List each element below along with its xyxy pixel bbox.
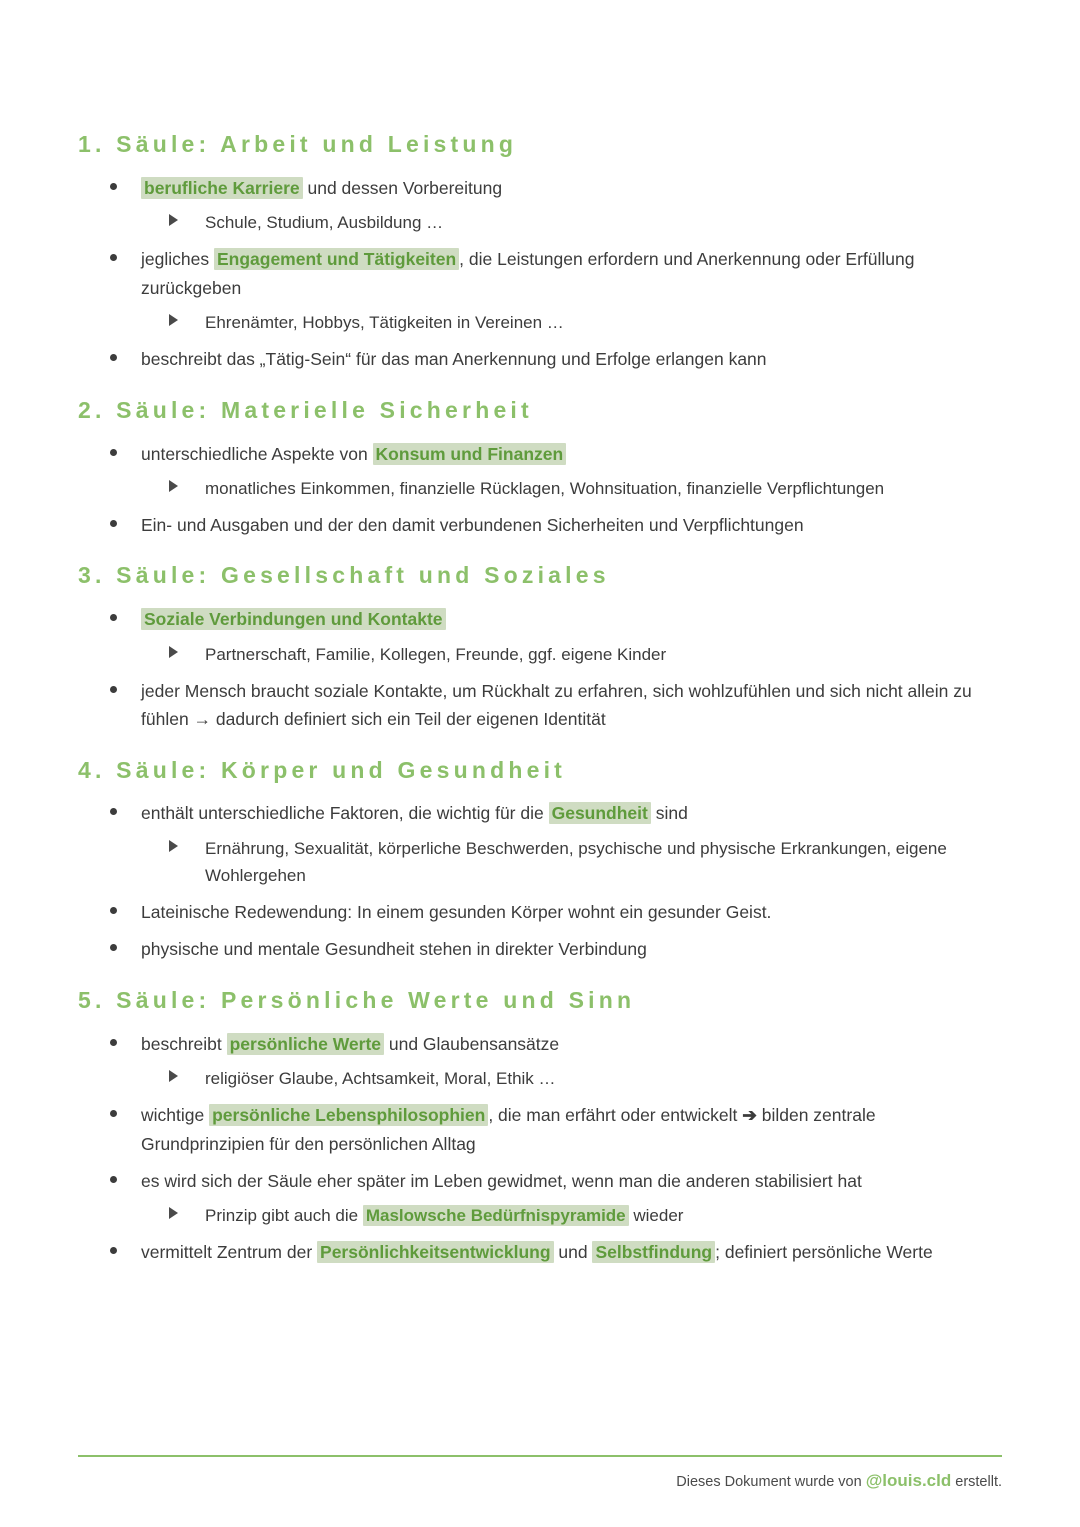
list-item (78, 898, 1002, 926)
sub-list-item-text (205, 1205, 683, 1226)
text-run: enthält unterschiedliche Faktoren, die wichtig für die (141, 803, 549, 824)
text-run: unterschiedliche Aspekte von (141, 443, 373, 464)
arrow-glyph: → (193, 709, 212, 730)
sub-list-item-text (205, 479, 884, 498)
sub-list-item-text (205, 213, 443, 232)
highlighted-term: persönliche Werte (227, 1033, 384, 1055)
highlighted-term: Engagement und Tätigkeiten (214, 248, 459, 270)
sub-bullet-list (141, 475, 1002, 502)
text-run: und (553, 1242, 593, 1263)
text-run: monatliches Einkommen, finanzielle Rücklagen, Wohnsituation, finanzielle Verpflichtungen (205, 478, 885, 498)
text-run: jegliches (141, 249, 214, 270)
text-run: physische und mentale Gesundheit stehen in direkter Verbindung (141, 939, 647, 960)
sub-list-item (141, 309, 1002, 336)
bullet-dot-icon (110, 520, 117, 527)
text-run: Prinzip gibt auch die (205, 1206, 363, 1226)
list-item (78, 174, 1002, 237)
text-run: vermittelt Zentrum der (141, 1242, 318, 1263)
list-item (78, 605, 1002, 668)
triangle-bullet-icon (169, 214, 178, 226)
list-item-text (141, 802, 688, 824)
highlighted-term: Gesundheit (549, 802, 651, 824)
highlighted-term: Maslowsche Bedürfnispyramide (363, 1205, 629, 1226)
sub-list-item (141, 1202, 1002, 1229)
footer-brand: @louis.cld (865, 1471, 952, 1490)
section-heading: 1. Säule: Arbeit und Leistung (78, 131, 518, 157)
bullet-dot-icon (110, 183, 117, 190)
text-run: sind (650, 803, 688, 824)
bullet-dot-icon (110, 808, 117, 815)
triangle-bullet-icon (169, 840, 178, 852)
text-run: es wird sich der Säule eher später im Leben gewidmet, wenn man die anderen stabilisiert hat (141, 1170, 862, 1191)
document-section (78, 561, 1002, 733)
list-item-text (141, 248, 915, 297)
sub-list-item-text (205, 1069, 556, 1088)
text-run: beschreibt (141, 1033, 227, 1054)
document-section (78, 130, 1002, 374)
text-run: und Glaubensansätze (384, 1033, 560, 1054)
list-item (78, 345, 1002, 373)
list-item-text (141, 443, 566, 465)
highlighted-term: Soziale Verbindungen und Kontakte (141, 608, 446, 630)
text-run: , die Leistungen erfordern und Anerkennung oder Erfüllung zurückgeben (141, 249, 915, 298)
bullet-list (78, 1030, 1002, 1267)
text-run: Lateinische Redewendung: In einem gesunden Körper wohnt ein gesunder Geist. (141, 902, 772, 923)
list-item-text (141, 349, 767, 369)
sub-list-item (141, 835, 1002, 889)
list-item-text (141, 515, 804, 535)
triangle-bullet-icon (169, 314, 178, 326)
footer-prefix: Dieses Dokument wurde von (676, 1474, 866, 1490)
bullet-dot-icon (110, 254, 117, 261)
bullet-list (78, 174, 1002, 374)
footer-divider (78, 1455, 1002, 1457)
bullet-dot-icon (110, 907, 117, 914)
sub-list-item-text (205, 645, 666, 664)
list-item-text (141, 177, 502, 199)
text-run: Ein- und Ausgaben und der den damit verbundenen Sicherheiten und Verpflichtungen (141, 515, 804, 536)
sub-list-item (141, 475, 1002, 502)
bullet-dot-icon (110, 449, 117, 456)
triangle-bullet-icon (169, 480, 178, 492)
list-item-text (141, 902, 771, 922)
bullet-dot-icon (110, 686, 117, 693)
sub-bullet-list (141, 309, 1002, 336)
bullet-dot-icon (110, 1039, 117, 1046)
list-item (78, 511, 1002, 539)
arrow-glyph: ➔ (742, 1105, 757, 1126)
text-run: jeder Mensch braucht soziale Kontakte, um Rückhalt zu erfahren, sich wohlzufühlen und sich nicht allein zu fühlen (141, 680, 972, 730)
text-run: religiöser Glaube, Achtsamkeit, Moral, Ethik … (205, 1069, 556, 1089)
list-item-text (141, 1033, 559, 1055)
bullet-dot-icon (110, 354, 117, 361)
sub-list-item (141, 209, 1002, 236)
list-item (78, 935, 1002, 963)
bullet-list (78, 799, 1002, 963)
highlighted-term: Selbstfindung (592, 1241, 715, 1263)
list-item (78, 1167, 1002, 1230)
sub-bullet-list (141, 209, 1002, 236)
highlighted-term: Persönlichkeitsentwicklung (317, 1241, 553, 1263)
list-item (78, 677, 1002, 734)
document-section (78, 986, 1002, 1267)
list-item (78, 245, 1002, 336)
list-item (78, 1030, 1002, 1093)
bullet-list (78, 605, 1002, 733)
list-item-text (141, 608, 446, 630)
highlighted-term: persönliche Lebensphilosophien (209, 1104, 488, 1126)
page-footer (78, 1455, 1002, 1491)
list-item (78, 440, 1002, 503)
sub-bullet-list (141, 835, 1002, 889)
footer-text (78, 1471, 1002, 1491)
text-run: wieder (628, 1206, 684, 1226)
footer-suffix: erstellt. (951, 1474, 1002, 1490)
text-run: Partnerschaft, Familie, Kollegen, Freunde, ggf. eigene Kinder (205, 644, 667, 664)
section-heading: 2. Säule: Materielle Sicherheit (78, 396, 533, 423)
text-run: dadurch definiert sich ein Teil der eigenen Identität (211, 709, 606, 730)
text-run: Ehrenämter, Hobbys, Tätigkeiten in Vereinen … (205, 313, 564, 333)
document-section (78, 756, 1002, 964)
text-run: beschreibt das „Tätig-Sein“ für das man Anerkennung und Erfolge erlangen kann (141, 349, 767, 370)
bullet-dot-icon (110, 614, 117, 621)
bullet-dot-icon (110, 944, 117, 951)
bullet-list (78, 440, 1002, 540)
list-item (78, 1101, 1002, 1158)
list-item (78, 1238, 1002, 1266)
bullet-dot-icon (110, 1247, 117, 1254)
section-heading: 5. Säule: Persönliche Werte und Sinn (78, 986, 636, 1013)
sub-list-item (141, 1065, 1002, 1092)
text-run: wichtige (141, 1105, 210, 1126)
list-item-text (141, 681, 972, 729)
sub-bullet-list (141, 1065, 1002, 1092)
list-item (78, 799, 1002, 889)
text-run: , die man erfährt oder entwickelt (488, 1105, 743, 1126)
section-heading: 3. Säule: Gesellschaft und Soziales (78, 562, 610, 589)
list-item-text (141, 1241, 933, 1263)
triangle-bullet-icon (169, 1070, 178, 1082)
text-run: ; definiert persönliche Werte (715, 1242, 933, 1263)
sections-container (78, 130, 1002, 1267)
sub-bullet-list (141, 641, 1002, 668)
triangle-bullet-icon (169, 646, 178, 658)
text-run: Schule, Studium, Ausbildung … (205, 213, 444, 233)
text-run: und dessen Vorbereitung (302, 177, 503, 198)
list-item-text (141, 1171, 862, 1191)
sub-bullet-list (141, 1202, 1002, 1229)
highlighted-term: Konsum und Finanzen (373, 443, 567, 465)
sub-list-item-text (205, 313, 564, 332)
triangle-bullet-icon (169, 1207, 178, 1219)
highlighted-term: berufliche Karriere (141, 177, 303, 199)
sub-list-item (141, 641, 1002, 668)
list-item-text (141, 1104, 876, 1153)
bullet-dot-icon (110, 1110, 117, 1117)
bullet-dot-icon (110, 1176, 117, 1183)
text-run: bilden zentrale Grundprinzipien für den persönlichen Alltag (141, 1105, 876, 1154)
list-item-text (141, 939, 647, 959)
text-run: Ernährung, Sexualität, körperliche Beschwerden, psychische und physische Erkrankungen, eigene Wohlergehen (205, 838, 947, 885)
document-section (78, 396, 1002, 540)
sub-list-item-text (205, 839, 947, 885)
section-heading: 4. Säule: Körper und Gesundheit (78, 756, 567, 783)
